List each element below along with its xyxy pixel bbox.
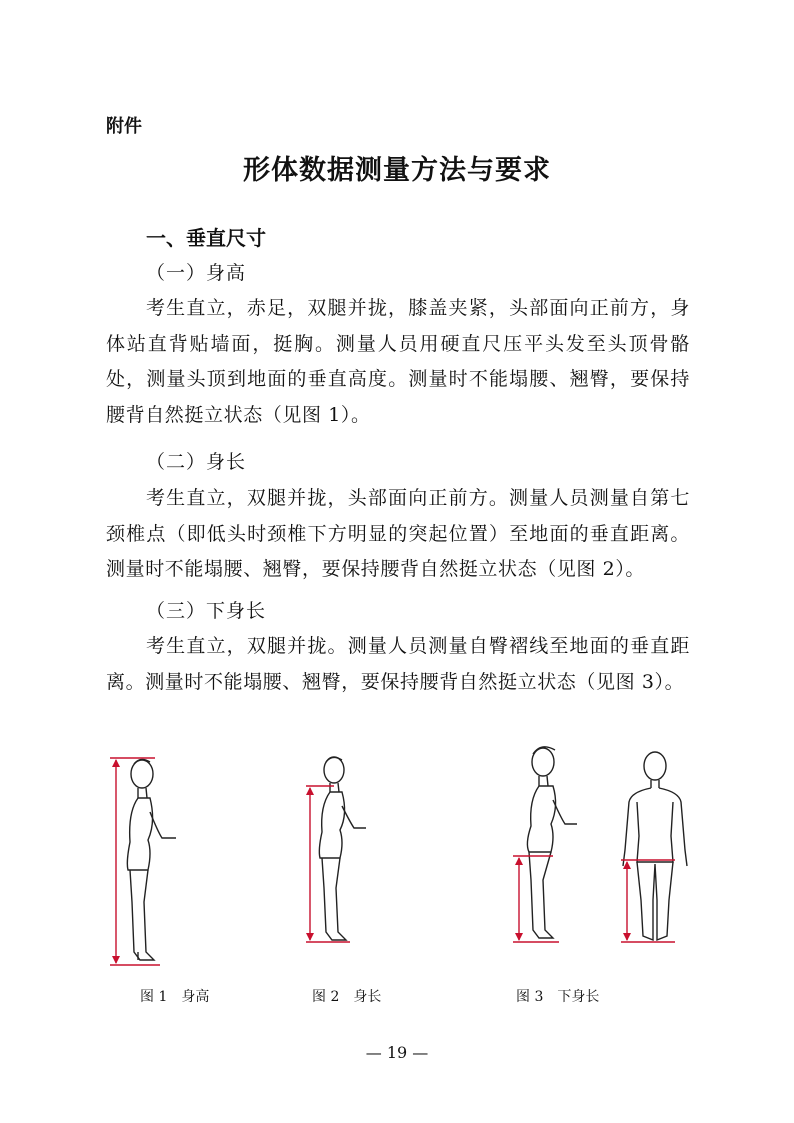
figure-1-caption: 图 1 身高 <box>140 989 210 1005</box>
subheading-body-length: （二）身长 <box>146 451 247 473</box>
paragraph-height: 考生直立，赤足，双腿并拢，膝盖夹紧，头部面向正前方，身体站直背贴墙面，挺胸。测量人员用硬直尺压平头发至头顶骨骼处，测量头顶到地面的垂直高度。测量时不能塌腰、翘臀，要保持腰背自然挺立状态（见图 1）。 <box>106 297 690 426</box>
figure-2-caption: 图 2 身长 <box>312 989 382 1005</box>
figure-2-body-length-illustration <box>300 752 390 948</box>
subheading-height: （一）身高 <box>146 262 247 284</box>
figure-1-height-illustration <box>100 752 210 974</box>
paragraph-body-length: 考生直立，双腿并拢，头部面向正前方。测量人员测量自第七颈椎点（即低头时颈椎下方明显的突起位置）至地面的垂直距离。测量时不能塌腰、翘臀，要保持腰背自然挺立状态（见图 2）。 <box>106 487 690 580</box>
figure-3-caption: 图 3 下身长 <box>516 989 600 1005</box>
section-heading-vertical: 一、垂直尺寸 <box>146 226 266 250</box>
figure-3-lower-body-length-illustration <box>505 740 695 950</box>
attachment-label: 附件 <box>106 116 142 137</box>
page-title: 形体数据测量方法与要求 <box>243 155 551 186</box>
subheading-lower-body-length: （三）下身长 <box>146 600 267 622</box>
page-number: — 19 — <box>365 1043 429 1062</box>
paragraph-lower-body-length: 考生直立，双腿并拢。测量人员测量自臀褶线至地面的垂直距离。测量时不能塌腰、翘臀，要保持腰背自然挺立状态（见图 3）。 <box>106 635 690 693</box>
